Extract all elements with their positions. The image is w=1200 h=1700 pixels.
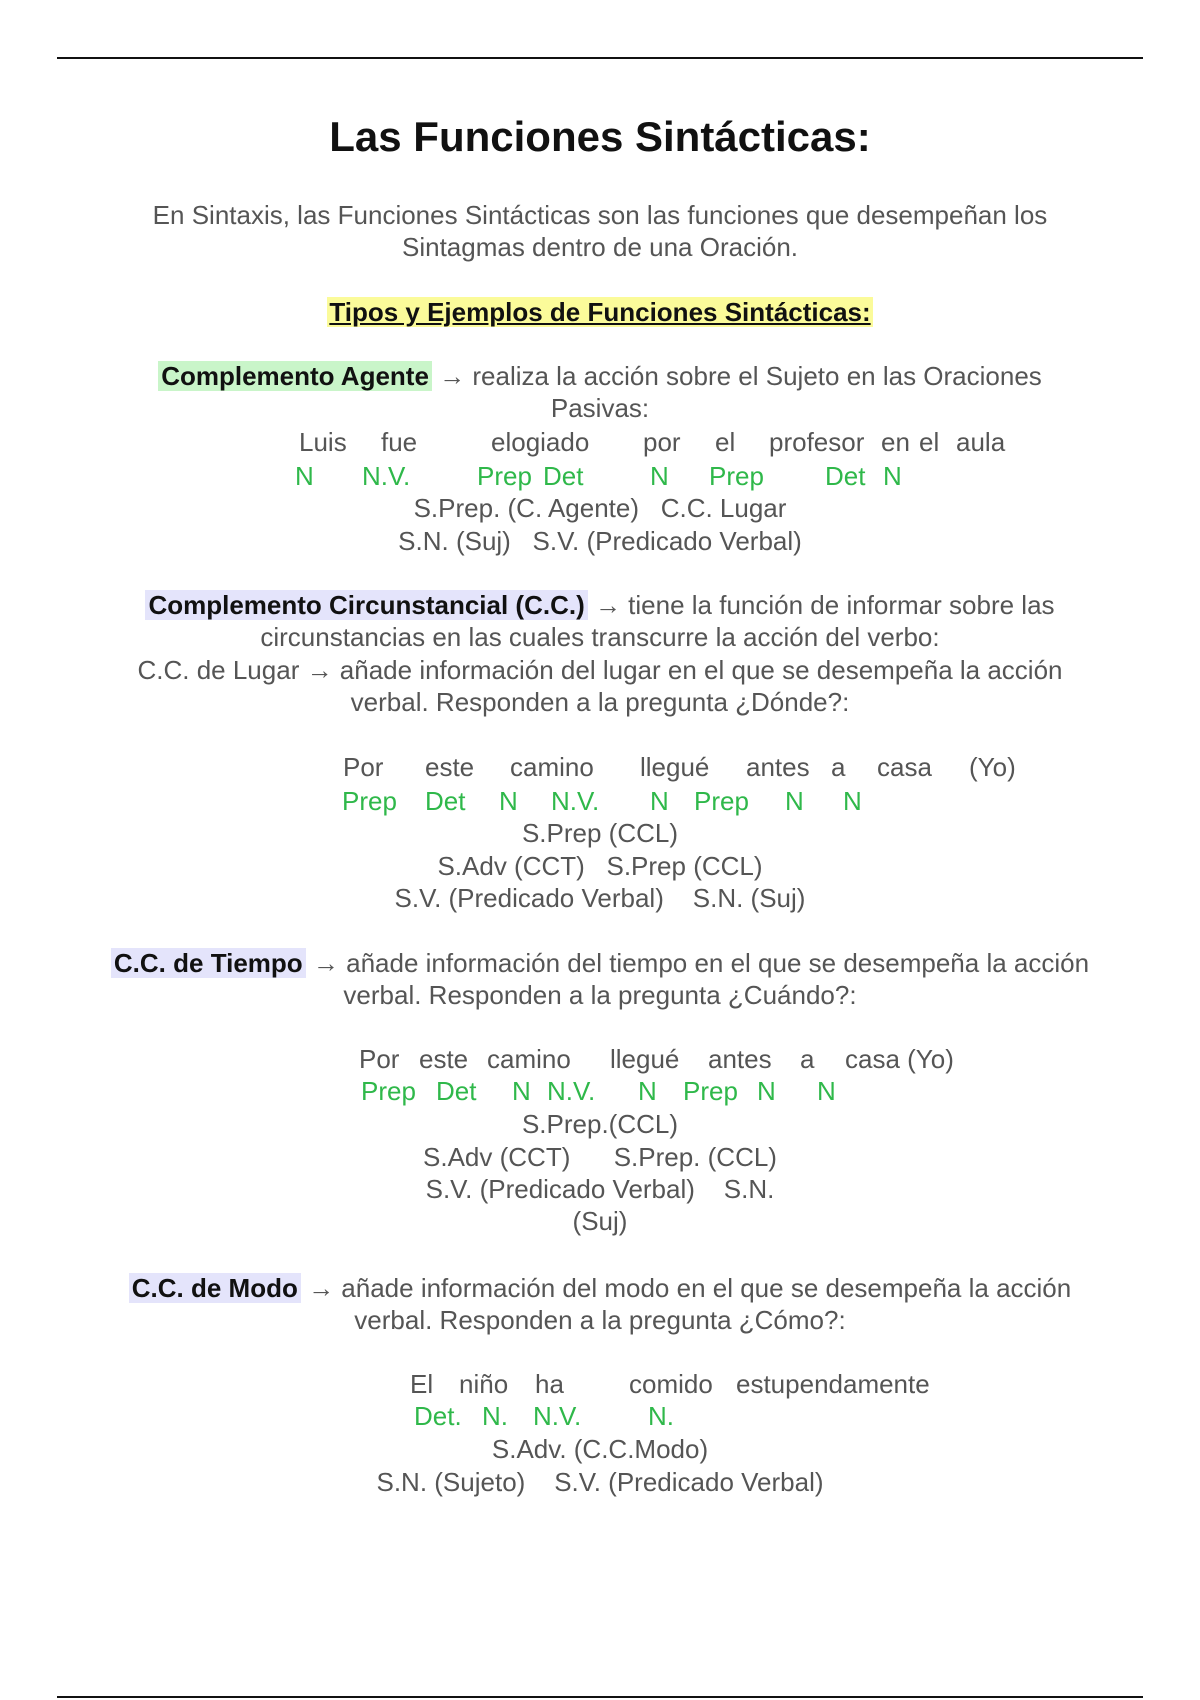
word: el xyxy=(715,427,736,457)
tag: N xyxy=(650,461,669,491)
tag: N xyxy=(650,786,669,816)
modo-tags-row xyxy=(0,1399,1200,1433)
tiempo-term: C.C. de Tiempo xyxy=(111,948,306,978)
cc-def: → tiene la función de informar sobre las circunstancias en las cuales transcurre la acción del verbo: xyxy=(260,590,1055,652)
tag: N xyxy=(512,1076,531,1106)
agente-words-row xyxy=(0,425,1200,459)
intro-text: En Sintaxis, las Funciones Sintácticas son las funciones que desempeñan los Sintagmas dentro de una Oración. xyxy=(152,200,1048,262)
lugar-phrase-3: S.V. (Predicado Verbal) S.N. (Suj) xyxy=(394,883,806,913)
word: este xyxy=(419,1044,469,1074)
tag: Prep xyxy=(477,461,532,491)
tag: Det. xyxy=(414,1401,462,1431)
tag: N. xyxy=(482,1401,508,1431)
tag: N.V. xyxy=(547,1076,596,1106)
tag: N xyxy=(883,461,902,491)
lugar-phrase-1: S.Prep (CCL) xyxy=(521,818,679,848)
word: El xyxy=(410,1369,434,1399)
agente-def: → realiza la acción sobre el Sujeto en las Oraciones Pasivas: xyxy=(431,361,1042,423)
agente-term: Complemento Agente xyxy=(158,361,432,391)
word: casa xyxy=(877,752,932,782)
word: llegué xyxy=(610,1044,680,1074)
word: profesor xyxy=(769,427,865,457)
bottom-rule xyxy=(57,1696,1143,1698)
word: elogiado xyxy=(491,427,590,457)
cc-term: Complemento Circunstancial (C.C.) xyxy=(145,590,587,620)
tag: N.V. xyxy=(533,1401,582,1431)
tag: Det xyxy=(425,786,466,816)
tiempo-phrase-2: S.Adv (CCT) S.Prep. (CCL) xyxy=(423,1142,777,1172)
tiempo-definition xyxy=(110,947,1090,1011)
tag: Det xyxy=(543,461,584,491)
tag: N xyxy=(757,1076,776,1106)
tag: Prep xyxy=(361,1076,416,1106)
tag: N xyxy=(499,786,518,816)
tag: N xyxy=(785,786,804,816)
agente-definition xyxy=(110,360,1090,424)
lugar-words-row xyxy=(0,750,1200,784)
word: llegué xyxy=(640,752,710,782)
word: este xyxy=(425,752,475,782)
word: ha xyxy=(535,1369,564,1399)
word: Luis xyxy=(299,427,347,457)
tag: Det xyxy=(825,461,866,491)
word: Por xyxy=(359,1044,400,1074)
tag: N. xyxy=(648,1401,674,1431)
tag: Det xyxy=(436,1076,477,1106)
word: camino xyxy=(510,752,594,782)
word: en xyxy=(881,427,910,457)
tiempo-phrase-4: (Suj) xyxy=(572,1206,628,1236)
modo-def: → añade información del modo en el que se desempeña la acción verbal. Responden a la pregunta ¿Cómo?: xyxy=(300,1273,1072,1335)
word: Por xyxy=(343,752,384,782)
top-rule xyxy=(57,57,1143,59)
tag: N.V. xyxy=(362,461,411,491)
modo-words-row xyxy=(0,1367,1200,1401)
word: a xyxy=(831,752,846,782)
tiempo-tags-row xyxy=(0,1074,1200,1108)
word: por xyxy=(643,427,681,457)
word: (Yo) xyxy=(969,752,1016,782)
word: el xyxy=(919,427,940,457)
word: casa (Yo) xyxy=(845,1044,954,1074)
word: comido xyxy=(629,1369,713,1399)
tag: Prep xyxy=(694,786,749,816)
lugar-phrase-2: S.Adv (CCT) S.Prep (CCL) xyxy=(437,851,763,881)
word: camino xyxy=(487,1044,571,1074)
page-title: Las Funciones Sintácticas: xyxy=(329,113,871,160)
tiempo-phrase-1: S.Prep.(CCL) xyxy=(521,1109,679,1139)
word: antes xyxy=(746,752,810,782)
word: antes xyxy=(708,1044,772,1074)
tiempo-def: → añade información del tiempo en el que se desempeña la acción verbal. Responden a la pregunta ¿Cuándo?: xyxy=(305,948,1090,1010)
cc-definition xyxy=(120,589,1080,653)
cc-lugar-definition: C.C. de Lugar → añade información del lugar en el que se desempeña la acción verbal. Responden a la pregunta ¿Dónde?: xyxy=(137,655,1063,717)
tag: Prep xyxy=(683,1076,738,1106)
modo-phrase-2: S.N. (Sujeto) S.V. (Predicado Verbal) xyxy=(376,1467,824,1497)
word: niño xyxy=(459,1369,509,1399)
modo-phrase-1: S.Adv. (C.C.Modo) xyxy=(491,1434,709,1464)
tiempo-phrase-3: S.V. (Predicado Verbal) S.N. xyxy=(425,1174,775,1204)
agente-phrase-2: S.N. (Suj) S.V. (Predicado Verbal) xyxy=(398,526,802,556)
lugar-tags-row xyxy=(0,784,1200,818)
tag: N xyxy=(817,1076,836,1106)
tag: N.V. xyxy=(551,786,600,816)
word: a xyxy=(800,1044,815,1074)
word: fue xyxy=(381,427,418,457)
word: aula xyxy=(956,427,1006,457)
modo-definition xyxy=(110,1272,1090,1336)
tag: N xyxy=(843,786,862,816)
tag: N xyxy=(295,461,314,491)
modo-term: C.C. de Modo xyxy=(129,1273,301,1303)
subtitle-text: Tipos y Ejemplos de Funciones Sintácticas: xyxy=(329,297,871,327)
agente-tags-row xyxy=(0,459,1200,493)
agente-phrase-1: S.Prep. (C. Agente) C.C. Lugar xyxy=(413,493,787,523)
tiempo-words-row xyxy=(0,1042,1200,1076)
word: estupendamente xyxy=(736,1369,930,1399)
tag: Prep xyxy=(709,461,764,491)
tag: N xyxy=(638,1076,657,1106)
tag: Prep xyxy=(342,786,397,816)
section-subtitle xyxy=(0,296,1200,328)
